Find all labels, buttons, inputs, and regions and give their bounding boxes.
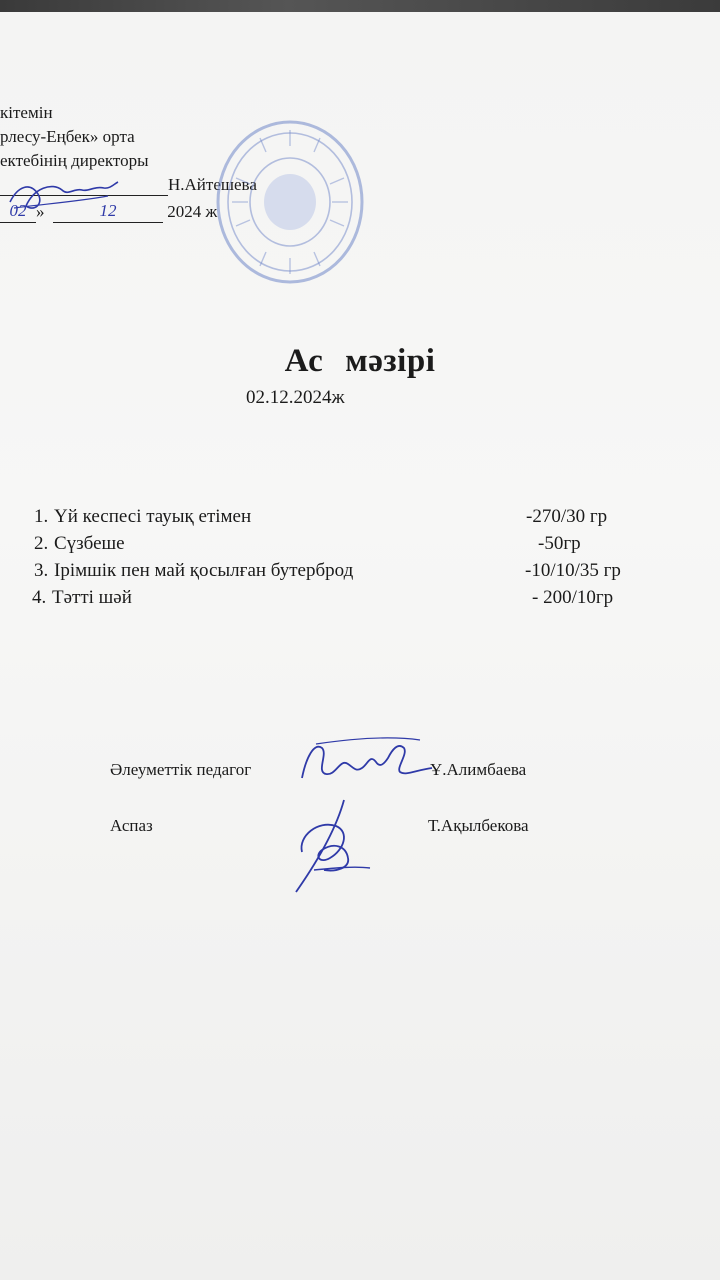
title-word-1: Ас <box>284 343 324 379</box>
menu-item-name: Үй кеспесі тауық етімен <box>54 506 252 527</box>
director-signature <box>4 168 124 224</box>
pedagog-name-row <box>430 760 526 780</box>
cook-role: Аспаз <box>110 816 153 835</box>
date-month: 12 <box>53 200 163 223</box>
menu-item-quantity: -50гр <box>538 533 581 554</box>
pedagog-signature-row <box>110 760 251 780</box>
approval-line-3: ектебінің директоры <box>0 151 149 170</box>
date-year: 2024 ж <box>167 202 218 221</box>
official-stamp <box>214 118 366 286</box>
cook-signature-row <box>110 816 153 836</box>
menu-item-quantity: -270/30 гр <box>526 506 608 527</box>
date-day: 02 <box>0 200 36 223</box>
menu-item-name: Сүзбеше <box>54 533 125 554</box>
menu-item-quantity: -10/10/35 гр <box>525 560 621 581</box>
pedagog-signature <box>296 728 436 788</box>
pedagog-name: Ұ.Алимбаева <box>430 760 527 779</box>
director-name: Н.Айтешева <box>168 175 257 194</box>
pedagog-role: Әлеуметтік педагог <box>110 760 252 779</box>
title-word-2: мәзірі <box>345 343 436 379</box>
menu-item-name: Ірімшік пен май қосылған бутерброд <box>54 560 354 581</box>
approval-line-1: кітемін <box>0 103 53 122</box>
menu-item-quantity: - 200/10гр <box>532 587 614 608</box>
cook-name: Т.Ақылбекова <box>428 816 529 835</box>
menu-date: 02.12.2024ж <box>246 387 345 408</box>
menu-item-name: Тәтті шәй <box>52 587 132 608</box>
menu-item-number: 4. <box>32 587 47 608</box>
approval-date-line: 02 » 12 2024 ж <box>0 200 217 223</box>
menu-item-number: 2. <box>34 533 49 554</box>
document-sheet <box>0 10 720 1280</box>
menu-item-number: 3. <box>34 560 49 581</box>
menu-item-number: 1. <box>34 506 49 527</box>
approval-line-2: рлесу-Еңбек» орта <box>0 127 135 146</box>
page-top-edge <box>0 0 720 12</box>
cook-signature <box>284 792 384 902</box>
document-title <box>0 343 720 380</box>
cook-name-row <box>428 816 529 836</box>
